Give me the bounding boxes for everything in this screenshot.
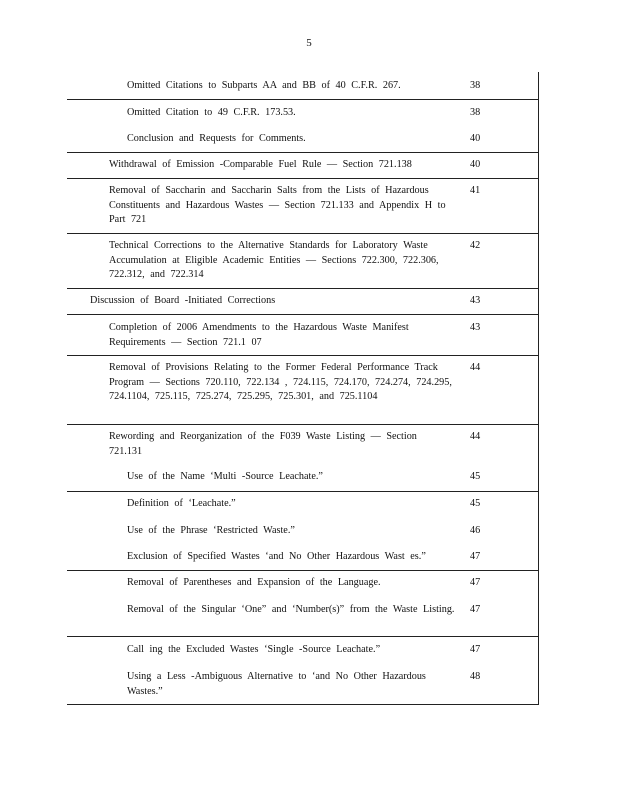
toc-entry-page: 47 [470,644,481,655]
row-divider [67,355,539,356]
toc-entry-title: Removal of Saccharin and Saccharin Salts from the Lists of Hazardous Constituents and Hazardous Wastes — Section 721.133 and Appendix H to Part 721 [109,185,446,225]
toc-entry-title: Withdrawal of Emission -Comparable Fuel Rule — Section 721.138 [109,159,412,170]
toc-entry-title: Discussion of Board -Initiated Corrections [90,295,276,306]
toc-entry-title: Removal of the Singular ‘One” and ‘Number(s)” from the Waste Listing. [127,604,455,615]
toc-entry-page: 47 [470,577,481,588]
toc-entry-page: 43 [470,295,481,306]
toc-entry-title: Use of the Phrase ‘Restricted Waste.” [127,525,295,536]
toc-entry-page: 42 [470,240,481,251]
toc-entry-title: Technical Corrections to the Alternative Standards for Laboratory Waste Accumulation at Eligible Academic Entities — Sections 722.300, 722.306, 722.312, and 722.314 [109,240,439,280]
toc-entry-page: 46 [470,525,481,536]
row-divider [67,424,539,425]
row-divider [67,636,539,637]
toc-entry-page: 41 [470,185,481,196]
toc-entry-page: 45 [470,498,481,509]
toc-entry-title: Call ing the Excluded Wastes ‘Single -Source Leachate.” [127,644,381,655]
toc-entry-title: Use of the Name ‘Multi -Source Leachate.” [127,471,323,482]
toc-entry-page: 43 [470,322,481,333]
row-divider [67,314,539,315]
row-divider [67,233,539,234]
toc-entry-page: 40 [470,159,481,170]
row-divider [67,152,539,153]
toc-entry-title: Rewording and Reorganization of the F039 Waste Listing — Section 721.131 [109,431,417,457]
toc-entry-title: Omitted Citations to Subparts AA and BB of 40 C.F.R. 267. [127,80,401,91]
toc-entry-title: Exclusion of Specified Wastes ‘and No Other Hazardous Wast es.” [127,551,426,562]
toc-entry-page: 47 [470,604,481,615]
toc-entry-title: Conclusion and Requests for Comments. [127,133,306,144]
toc-entry-title: Omitted Citation to 49 C.F.R. 173.53. [127,107,296,118]
toc-entry-page: 47 [470,551,481,562]
row-divider [67,491,539,492]
toc-entry-title: Removal of Parentheses and Expansion of the Language. [127,577,381,588]
toc-entry-title: Completion of 2006 Amendments to the Hazardous Waste Manifest Requirements — Section 721.1 07 [109,322,409,348]
toc-entry-title: Definition of ‘Leachate.” [127,498,236,509]
row-divider [67,178,539,179]
toc-entry-page: 38 [470,107,481,118]
toc-entry-page: 48 [470,671,481,682]
row-divider [67,570,539,571]
toc-entry-page: 44 [470,431,481,442]
toc-entry-page: 40 [470,133,481,144]
column-divider [538,72,539,704]
toc-entry-page: 44 [470,362,481,373]
toc-entry-page: 38 [470,80,481,91]
page-number: 5 [306,37,312,49]
toc-entry-title: Using a Less -Ambiguous Alternative to ‘and No Other Hazardous Wastes.” [127,671,426,697]
row-divider [67,288,539,289]
toc-entry-title: Removal of Provisions Relating to the Former Federal Performance Track Program — Sections 720.110, 722.134 , 724.115, 724.170, 724.274, 724.295, 724.1104, 725.115, 725.274, 725.295, 725.301, and 725.1104 [109,362,452,402]
toc-entry-page: 45 [470,471,481,482]
row-divider [67,704,539,705]
row-divider [67,99,539,100]
